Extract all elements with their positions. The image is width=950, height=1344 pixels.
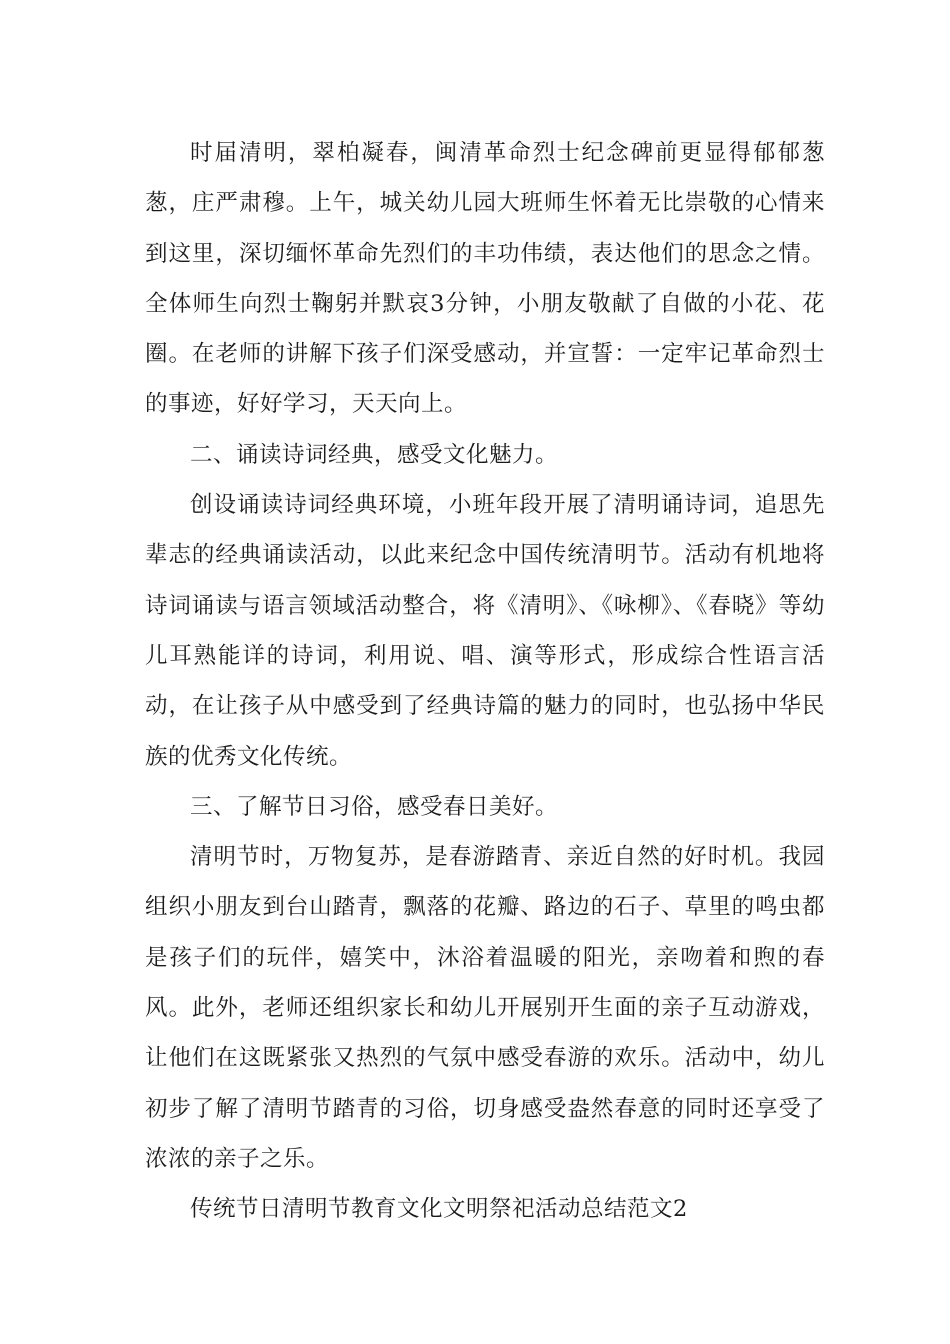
document-body [145,128,825,1235]
next-article-title: 传统节日清明节教育文化文明祭祀活动总结范文2 [190,1196,688,1223]
paragraph-memorial-visit: 时届清明，翠柏凝春，闽清革命烈士纪念碑前更显得郁郁葱葱，庄严肃穆。上午，城关幼儿园大班师生怀着无比崇敬的心情来到这里，深切缅怀革命先烈们的丰功伟绩，表达他们的思念之情。全体师生向烈士鞠躬并默哀3分钟，小朋友敬献了自做的小花、花圈。在老师的讲解下孩子们深受感动，并宣誓：一定牢记革命烈士的事迹，好好学习，天天向上。 [145,140,825,418]
paragraph-poetry-reading: 创设诵读诗词经典环境，小班年段开展了清明诵诗词，追思先辈志的经典诵读活动，以此来纪念中国传统清明节。活动有机地将诗词诵读与语言领域活动整合，将《清明》、《咏柳》、《春晓》等幼儿耳熟能详的诗词，利用说、唱、演等形式，形成综合性语言活动，在让孩子从中感受到了经典诗篇的魅力的同时，也弘扬中华民族的优秀文化传统。 [145,492,825,770]
section-heading-poetry: 二、诵读诗词经典，感受文化魅力。 [190,441,559,468]
section-heading-customs: 三、了解节日习俗，感受春日美好。 [190,793,559,820]
paragraph-spring-outing: 清明节时，万物复苏，是春游踏青、亲近自然的好时机。我园组织小朋友到台山踏青，飘落的花瓣、路边的石子、草里的鸣虫都是孩子们的玩伴，嬉笑中，沐浴着温暖的阳光，亲吻着和煦的春风。此外，老师还组织家长和幼儿开展别开生面的亲子互动游戏，让他们在这既紧张又热烈的气氛中感受春游的欢乐。活动中，幼儿初步了解了清明节踏青的习俗，切身感受盎然春意的同时还享受了浓浓的亲子之乐。 [145,844,825,1172]
